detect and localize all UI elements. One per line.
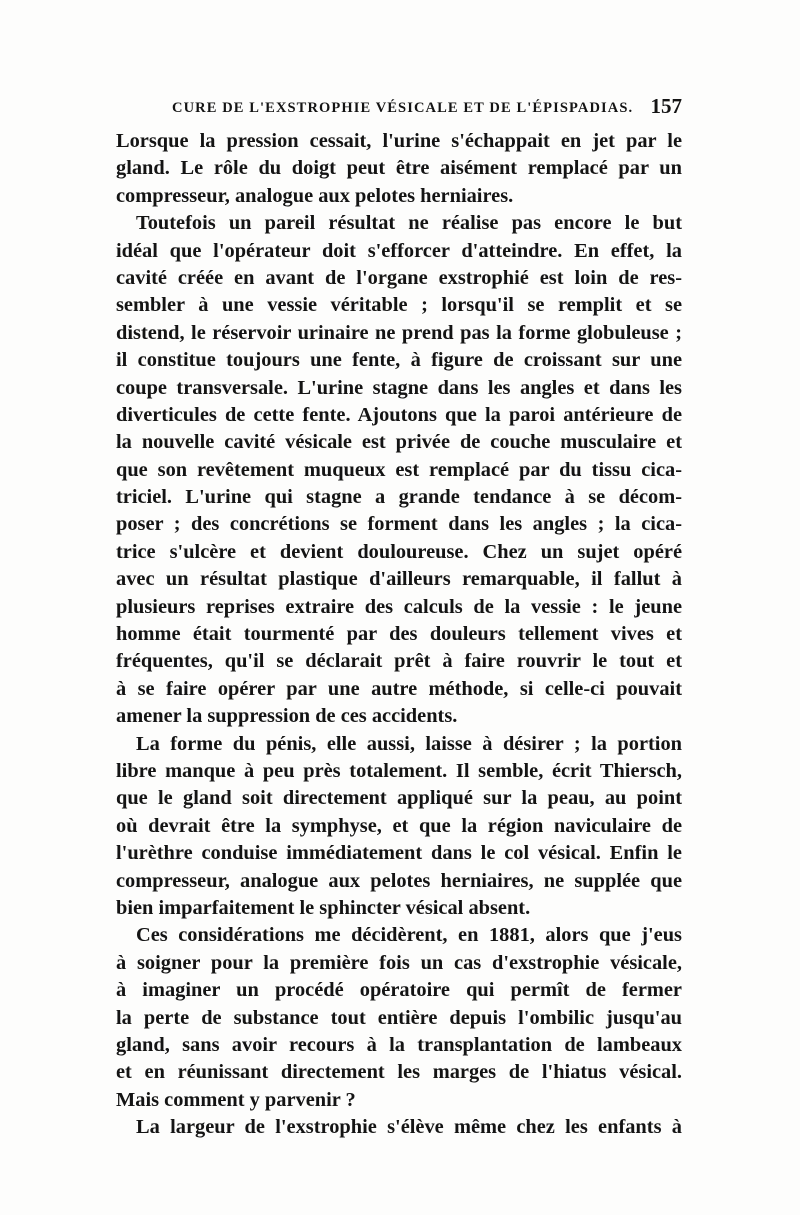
text-line: bien imparfaitement le sphincter vésical absent. — [116, 896, 531, 919]
text-line: Lorsque la pression cessait, l'urine s'échappait en jet par le — [116, 130, 682, 152]
text-line: homme était tourmenté par des douleurs tellement vives et — [116, 623, 682, 646]
text-line: La forme du pénis, elle aussi, laisse à désirer ; la portion — [136, 732, 682, 755]
text-line: coupe transversale. L'urine stagne dans les angles et dans les — [116, 376, 682, 399]
running-title: CURE DE L'EXSTROPHIE VÉSICALE ET DE L'ÉPISPADIAS. — [172, 100, 634, 116]
text-line: la perte de substance tout entière depuis l'ombilic jusqu'au — [116, 1006, 682, 1029]
text-line: l'urèthre conduise immédiatement dans le col vésical. Enfin le — [116, 842, 682, 865]
text-line: avec un résultat plastique d'ailleurs remarquable, il fallut à — [116, 568, 682, 591]
text-line: plusieurs reprises extraire des calculs de la vessie : le jeune — [116, 595, 682, 618]
paragraph — [116, 1114, 682, 1141]
text-line: La largeur de l'exstrophie s'élève même chez les enfants à — [136, 1116, 682, 1139]
text-line: idéal que l'opérateur doit s'efforcer d'atteindre. En effet, la — [116, 239, 682, 262]
text-line: la nouvelle cavité vésicale est privée de couche musculaire et — [116, 431, 682, 454]
text-line: fréquentes, qu'il se déclarait prêt à faire rouvrir le tout et — [116, 650, 682, 673]
text-line: à soigner pour la première fois un cas d'exstrophie vésicale, — [116, 951, 682, 974]
text-line: Ces considérations me décidèrent, en 1881, alors que j'eus — [136, 924, 682, 947]
text-line: compresseur, analogue aux pelotes herniaires, ne supplée que — [116, 869, 682, 892]
text-line: à imaginer un procédé opératoire qui permît de fermer — [116, 979, 682, 1002]
text-line: compresseur, analogue aux pelotes herniaires. — [116, 184, 514, 207]
paragraph — [116, 128, 682, 210]
paragraph — [116, 210, 682, 730]
text-line: gland, sans avoir recours à la transplantation de lambeaux — [116, 1033, 682, 1056]
text-line: que son revêtement muqueux est remplacé par du tissu cica- — [116, 458, 682, 481]
text-line: il constitue toujours une fente, à figure de croissant sur une — [116, 349, 682, 372]
page-header — [116, 92, 682, 122]
paragraph — [116, 731, 682, 923]
text-line: que le gland soit directement appliqué sur la peau, au point — [116, 787, 682, 810]
text-line: poser ; des concrétions se forment dans les angles ; la cica- — [116, 513, 682, 536]
text-line: gland. Le rôle du doigt peut être aisément remplacé par un — [116, 157, 682, 180]
text-line: cavité créée en avant de l'organe exstrophié est loin de res- — [116, 266, 682, 289]
text-line: triciel. L'urine qui stagne a grande tendance à se décom- — [116, 486, 682, 509]
text-line: distend, le réservoir urinaire ne prend pas la forme globuleuse ; — [116, 321, 682, 344]
text-line: où devrait être la symphyse, et que la région naviculaire de — [116, 814, 682, 837]
text-line: Toutefois un pareil résultat ne réalise pas encore le but — [136, 212, 682, 235]
text-line: Mais comment y parvenir ? — [116, 1088, 356, 1111]
text-line: à se faire opérer par une autre méthode, si celle-ci pouvait — [116, 677, 682, 700]
page-number: 157 — [650, 94, 682, 118]
text-line: diverticules de cette fente. Ajoutons que la paroi antérieure de — [116, 403, 682, 426]
text-line: amener la suppression de ces accidents. — [116, 705, 458, 728]
body-text — [116, 128, 682, 1141]
text-line: trice s'ulcère et devient douloureuse. Chez un sujet opéré — [116, 540, 682, 563]
text-line: sembler à une vessie véritable ; lorsqu'il se remplit et se — [116, 294, 682, 317]
text-line: libre manque à peu près totalement. Il semble, écrit Thiersch, — [116, 759, 682, 782]
paragraph — [116, 922, 682, 1114]
text-line: et en réunissant directement les marges de l'hiatus vésical. — [116, 1061, 682, 1084]
